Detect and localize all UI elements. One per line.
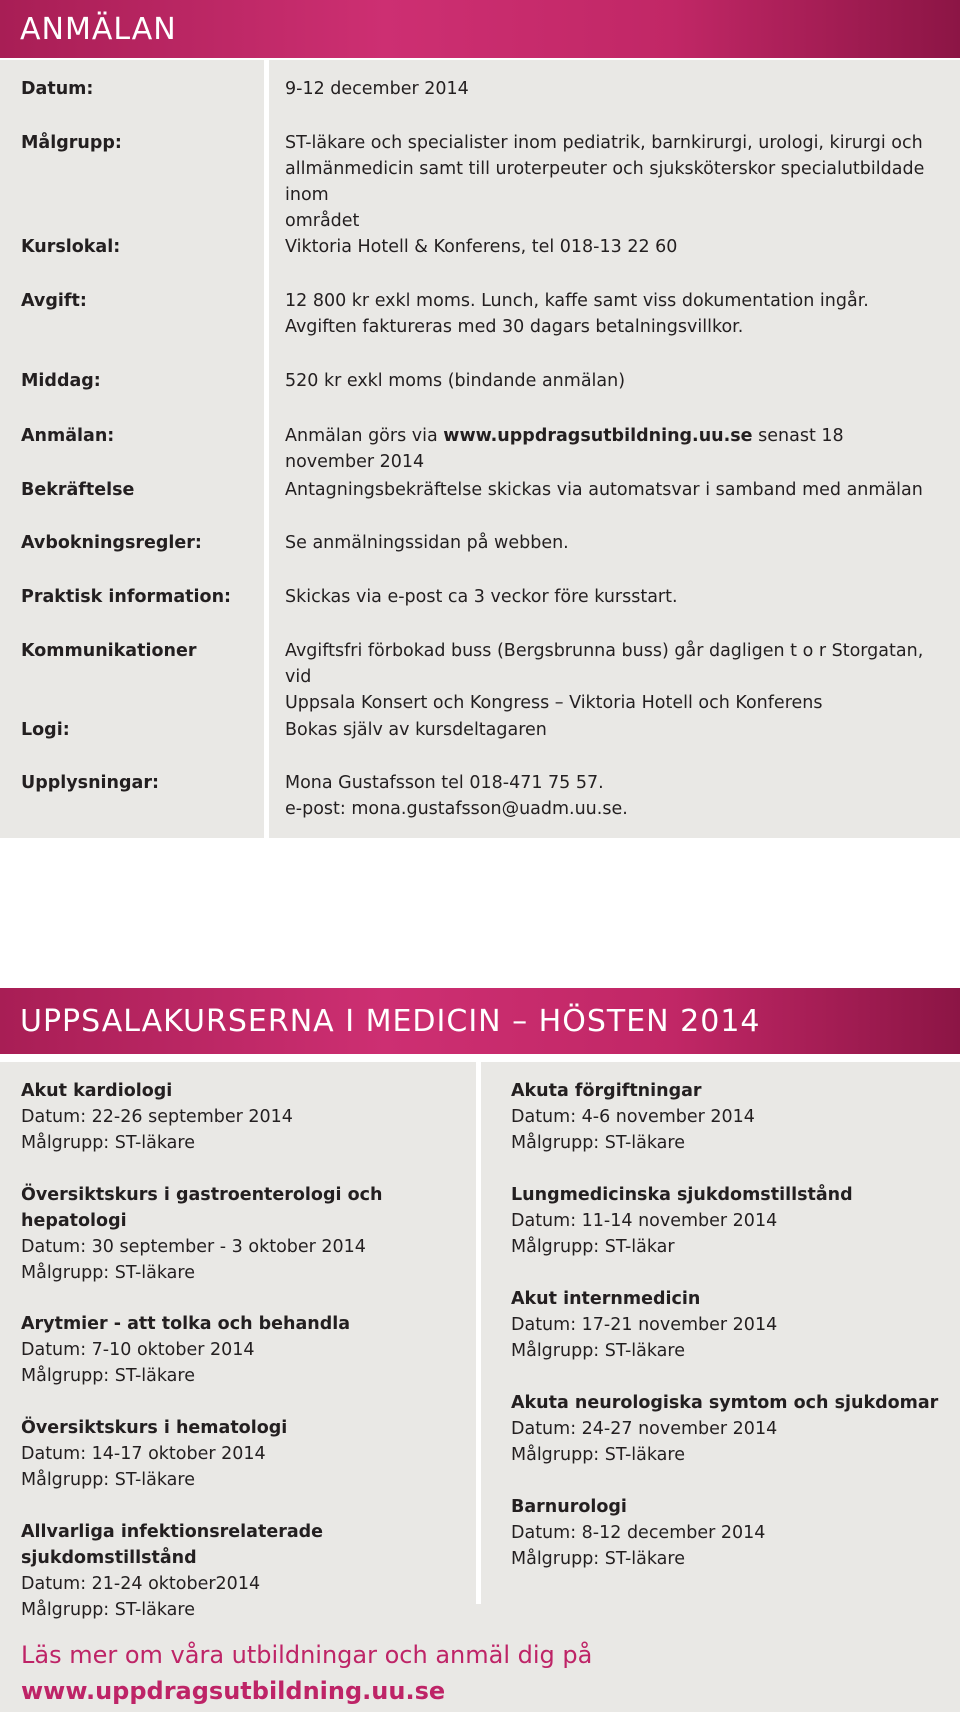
course-date: Datum: 30 september - 3 oktober 2014 xyxy=(21,1237,366,1257)
course-item xyxy=(511,1286,941,1364)
course-item xyxy=(21,1415,451,1493)
footer-link[interactable]: www.uppdragsutbildning.uu.se xyxy=(21,1677,446,1705)
registration-link[interactable]: www.uppdragsutbildning.uu.se xyxy=(443,426,753,446)
info-value-line: Se anmälningssidan på webben. xyxy=(285,533,569,553)
course-item xyxy=(21,1311,451,1389)
course-title: Arytmier - att tolka och behandla xyxy=(21,1314,351,1334)
info-label: Kommunikationer xyxy=(21,641,197,661)
course-target-group: Målgrupp: ST-läkare xyxy=(511,1133,685,1153)
course-date: Datum: 22-26 september 2014 xyxy=(21,1107,293,1127)
info-value xyxy=(285,717,935,743)
info-value xyxy=(285,288,935,340)
info-value-line: e-post: mona.gustafsson@uadm.uu.se. xyxy=(285,799,628,819)
info-label: Middag: xyxy=(21,371,101,391)
info-value-line: Antagningsbekräftelse skickas via automatsvar i samband med anmälan xyxy=(285,480,923,500)
course-item xyxy=(511,1390,941,1468)
course-date: Datum: 11-14 november 2014 xyxy=(511,1211,778,1231)
course-target-group: Målgrupp: ST-läkare xyxy=(511,1341,685,1361)
info-value-text: Anmälan görs via xyxy=(285,426,444,446)
course-item xyxy=(511,1494,941,1572)
info-value-line: 520 kr exkl moms (bindande anmälan) xyxy=(285,371,626,391)
info-value xyxy=(285,368,935,394)
footer-text: Läs mer om våra utbildningar och anmäl dig på xyxy=(21,1641,593,1669)
course-target-group: Målgrupp: ST-läkare xyxy=(21,1600,195,1620)
course-title: Allvarliga infektionsrelaterade xyxy=(21,1522,324,1542)
course-date: Datum: 21-24 oktober2014 xyxy=(21,1574,261,1594)
info-value-line: Avgiftsfri förbokad buss (Bergsbrunna buss) går dagligen t o r Storgatan, vid xyxy=(285,641,924,687)
registration-header xyxy=(0,0,960,58)
info-value xyxy=(285,770,935,822)
course-date: Datum: 14-17 oktober 2014 xyxy=(21,1444,266,1464)
course-title: Lungmedicinska sjukdomstillstånd xyxy=(511,1185,853,1205)
info-label: Avbokningsregler: xyxy=(21,533,202,553)
info-label: Anmälan: xyxy=(21,426,115,446)
course-target-group: Målgrupp: ST-läkare xyxy=(21,1366,195,1386)
course-date: Datum: 8-12 december 2014 xyxy=(511,1523,766,1543)
info-value xyxy=(285,76,935,102)
course-target-group: Målgrupp: ST-läkare xyxy=(511,1445,685,1465)
course-title: Översiktskurs i gastroenterologi och xyxy=(21,1185,383,1205)
info-value-line: 9-12 december 2014 xyxy=(285,79,469,99)
courses-header xyxy=(0,988,960,1054)
course-date: Datum: 17-21 november 2014 xyxy=(511,1315,778,1335)
info-value-line: Viktoria Hotell & Konferens, tel 018-13 22 60 xyxy=(285,237,678,257)
course-date: Datum: 7-10 oktober 2014 xyxy=(21,1340,255,1360)
course-target-group: Målgrupp: ST-läkare xyxy=(511,1549,685,1569)
course-item xyxy=(21,1078,451,1156)
course-item xyxy=(21,1519,451,1623)
course-title: Barnurologi xyxy=(511,1497,627,1517)
info-value-line: Mona Gustafsson tel 018-471 75 57. xyxy=(285,773,604,793)
info-value-line: Uppsala Konsert och Kongress – Viktoria Hotell och Konferens xyxy=(285,693,823,713)
info-value-line: Skickas via e-post ca 3 veckor före kursstart. xyxy=(285,587,678,607)
registration-title: ANMÄLAN xyxy=(20,11,177,47)
info-value-line: området xyxy=(285,211,360,231)
info-label: Datum: xyxy=(21,79,94,99)
course-item xyxy=(511,1182,941,1260)
info-label: Målgrupp: xyxy=(21,133,122,153)
info-value-line: allmänmedicin samt till uroterpeuter och sjuksköterskor specialutbildade inom xyxy=(285,159,925,205)
info-label: Praktisk information: xyxy=(21,587,232,607)
courses-title: UPPSALAKURSERNA I MEDICIN – HÖSTEN 2014 xyxy=(20,1003,761,1039)
info-value-line: Bokas själv av kursdeltagaren xyxy=(285,720,547,740)
info-value-line: ST-läkare och specialister inom pediatrik, barnkirurgi, urologi, kirurgi och xyxy=(285,133,923,153)
info-label: Avgift: xyxy=(21,291,87,311)
course-title: Översiktskurs i hematologi xyxy=(21,1418,288,1438)
course-target-group: Målgrupp: ST-läkare xyxy=(21,1133,195,1153)
info-label: Bekräftelse xyxy=(21,480,135,500)
info-value xyxy=(285,423,935,475)
info-value-line xyxy=(285,423,935,475)
info-label: Kurslokal: xyxy=(21,237,121,257)
course-title: Akuta förgiftningar xyxy=(511,1081,702,1101)
course-date: Datum: 24-27 november 2014 xyxy=(511,1419,778,1439)
info-value xyxy=(285,530,935,556)
info-value-line: Avgiften faktureras med 30 dagars betalningsvillkor. xyxy=(285,317,744,337)
course-title: Akut internmedicin xyxy=(511,1289,701,1309)
course-target-group: Målgrupp: ST-läkare xyxy=(21,1263,195,1283)
info-label: Upplysningar: xyxy=(21,773,159,793)
info-value xyxy=(285,130,935,234)
info-value-text: senast 18 november 2014 xyxy=(285,426,844,472)
course-date: Datum: 4-6 november 2014 xyxy=(511,1107,755,1127)
course-target-group: Målgrupp: ST-läkare xyxy=(21,1470,195,1490)
info-value xyxy=(285,234,935,260)
info-value xyxy=(285,477,935,503)
info-value xyxy=(285,584,935,610)
course-title: Akut kardiologi xyxy=(21,1081,173,1101)
info-value-line: 12 800 kr exkl moms. Lunch, kaffe samt viss dokumentation ingår. xyxy=(285,291,869,311)
course-target-group: Målgrupp: ST-läkar xyxy=(511,1237,675,1257)
course-item xyxy=(21,1182,451,1286)
course-title: hepatologi xyxy=(21,1211,127,1231)
course-item xyxy=(511,1078,941,1156)
course-title: sjukdomstillstånd xyxy=(21,1548,197,1568)
course-title: Akuta neurologiska symtom och sjukdomar xyxy=(511,1393,939,1413)
info-value xyxy=(285,638,935,716)
info-label: Logi: xyxy=(21,720,70,740)
